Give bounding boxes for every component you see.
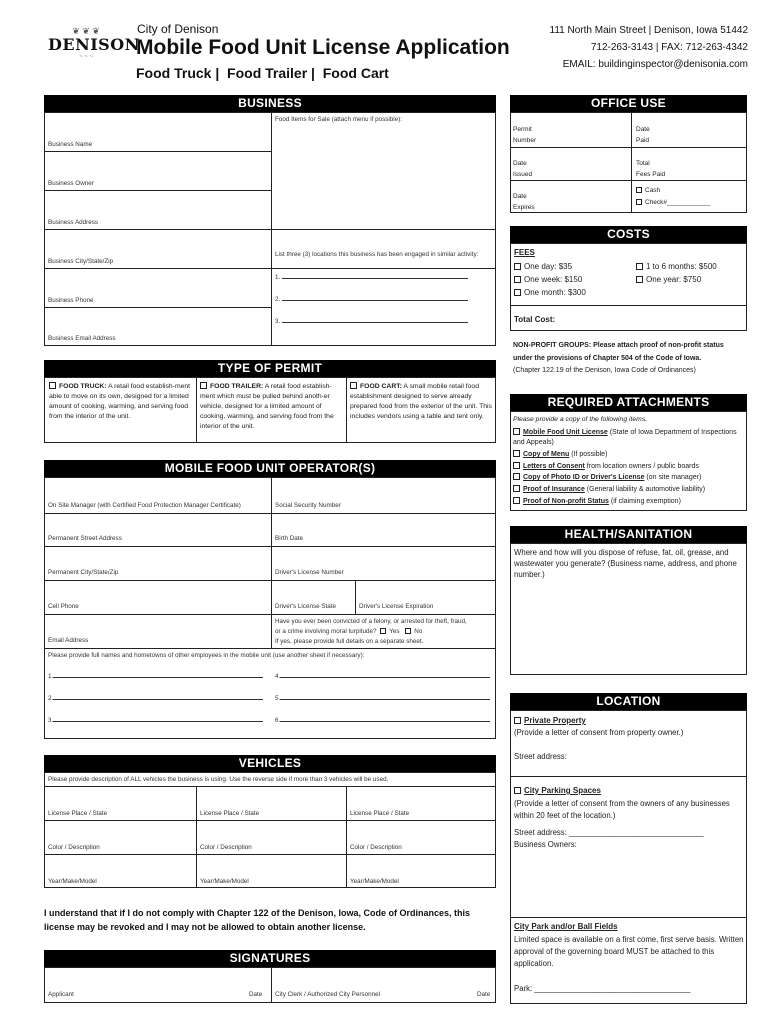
page-title: Mobile Food Unit License Application bbox=[136, 36, 510, 59]
birth-date-field[interactable]: Birth Date bbox=[275, 535, 303, 542]
employee-line-2[interactable]: 2. bbox=[48, 695, 263, 702]
employee-line-4[interactable]: 4. bbox=[275, 673, 490, 680]
cell-phone-field[interactable]: Cell Phone bbox=[48, 603, 79, 610]
vehicles-heading: VEHICLES bbox=[44, 755, 496, 772]
logo-text: DENISON bbox=[48, 35, 140, 54]
business-owners-field[interactable]: Business Owners: bbox=[514, 840, 577, 849]
food-items-field[interactable]: Food Items for Sale (attach menu if possible): bbox=[275, 116, 403, 123]
dl-state-field[interactable]: Driver's License State bbox=[275, 603, 337, 610]
vehicle-1-color[interactable]: Color / Description bbox=[48, 844, 100, 851]
business-heading: BUSINESS bbox=[44, 95, 496, 112]
city-name: City of Denison bbox=[137, 22, 219, 36]
permit-number-field[interactable]: Permit Number bbox=[513, 126, 537, 144]
business-address-field[interactable]: Business Address bbox=[48, 219, 99, 226]
signatures-section bbox=[44, 967, 496, 1003]
vehicle-3-plate[interactable]: License Place / State bbox=[350, 810, 410, 817]
attachments-section bbox=[510, 411, 747, 511]
attachment-menu[interactable]: Copy of Menu (If possible) bbox=[513, 450, 607, 460]
street-address-field[interactable]: Permanent Street Address bbox=[48, 535, 122, 542]
location-line-3[interactable]: 3. bbox=[275, 318, 468, 325]
fees-label: FEES bbox=[514, 248, 535, 257]
attachment-insurance[interactable]: Proof of Insurance (General liability & automotive liability) bbox=[513, 485, 705, 495]
compliance-statement: I understand that if I do not comply with Chapter 122 of the Denison, Iowa, Code of Ordinances, this license may be revoked and I may not be allowed to obtain another license. bbox=[44, 908, 471, 932]
vehicle-3-color[interactable]: Color / Description bbox=[350, 844, 402, 851]
locations-prompt: List three (3) locations this business has been engaged in similar activity: bbox=[275, 251, 479, 258]
health-prompt: Where and how will you dispose of refuse, fat, oil, grease, and wastewater you generate? (Business name, address, and phone number.) bbox=[514, 548, 737, 579]
food-truck-option[interactable]: FOOD TRUCK: A retail food establish-ment able to move on its own, designed for a limited amount of cooking, warming, and serving food from the interior of the unit. bbox=[49, 383, 191, 420]
permit-type-heading: TYPE OF PERMIT bbox=[44, 360, 496, 377]
costs-heading: COSTS bbox=[510, 226, 747, 243]
attachment-nonprofit[interactable]: Proof of Non-profit Status (if claiming exemption) bbox=[513, 497, 681, 507]
attachment-license[interactable]: Mobile Food Unit License (State of Iowa Department of Inspections and Appeals) bbox=[513, 429, 737, 446]
ssn-field[interactable]: Social Security Number bbox=[275, 502, 341, 509]
location-line-1[interactable]: 1. bbox=[275, 274, 468, 281]
site-manager-field[interactable]: On Site Manager (with Certified Food Protection Manager Certificate) bbox=[48, 502, 241, 509]
operator-heading: MOBILE FOOD UNIT OPERATOR(S) bbox=[44, 460, 496, 477]
check-checkbox[interactable]: Check#____________ bbox=[636, 198, 710, 208]
applicant-date-field[interactable]: Date bbox=[249, 991, 263, 998]
date-expires-field[interactable]: Date Expires bbox=[513, 193, 535, 211]
employee-line-3[interactable]: 3. bbox=[48, 717, 263, 724]
private-street-field[interactable]: Street address: bbox=[514, 752, 567, 761]
employees-prompt: Please provide full names and hometowns of other employees in the mobile unit (use another sheet if necessary): bbox=[48, 652, 365, 659]
business-name-field[interactable]: Business Name bbox=[48, 141, 93, 148]
vehicle-2-color[interactable]: Color / Description bbox=[200, 844, 252, 851]
vehicles-note: Please provide description of ALL vehicles the business is using. Use the reverse side if more than 3 vehicles will be used. bbox=[48, 776, 389, 783]
felony-yes-checkbox[interactable] bbox=[380, 628, 386, 634]
attachments-intro: Please provide a copy of the following items. bbox=[513, 416, 648, 423]
vehicle-2-model[interactable]: Year/Make/Model bbox=[200, 878, 249, 885]
total-fees-field[interactable]: Total Fees Paid bbox=[636, 160, 666, 178]
private-property-option[interactable]: Private Property bbox=[514, 716, 586, 726]
food-cart-option[interactable]: FOOD CART: A small mobile retail food establishment designed to serve already prepared food from the exterior of the unit. This includes vendors using a table and tent only. bbox=[350, 383, 492, 420]
city-logo: ❦ ❦ ❦ DENISON ~ ~ ~ bbox=[48, 26, 140, 60]
health-heading: HEALTH/SANITATION bbox=[510, 526, 747, 543]
city-parking-option[interactable]: City Parking Spaces bbox=[514, 786, 601, 796]
employee-line-5[interactable]: 5. bbox=[275, 695, 490, 702]
chapter-note: (Chapter 122.19 of the Denison, Iowa Code of Ordinances) bbox=[513, 367, 696, 374]
email-field[interactable]: Email Address bbox=[48, 637, 89, 644]
city-park-label: City Park and/or Ball Fields bbox=[514, 922, 618, 931]
food-trailer-option[interactable]: FOOD TRAILER: A retail food establish-ment which must be pulled behind anoth-er vehicle, designed for a limited amount of cooking, warming, and serving food from the interior of the unit. bbox=[200, 383, 334, 430]
city-state-zip-field[interactable]: Permanent City/State/Zip bbox=[48, 569, 119, 576]
vehicle-2-plate[interactable]: License Place / State bbox=[200, 810, 260, 817]
fee-one-day[interactable]: One day: $35 bbox=[514, 262, 572, 272]
city-street-field[interactable]: Street address: _______________________________ bbox=[514, 828, 704, 837]
private-property-note: (Provide a letter of consent from property owner.) bbox=[514, 728, 684, 737]
vehicles-section bbox=[44, 772, 496, 888]
office-email: EMAIL: buildinginspector@denisonia.com bbox=[562, 59, 748, 70]
attachment-consent[interactable]: Letters of Consent from location owners / public boards bbox=[513, 462, 699, 472]
business-email-field[interactable]: Business Email Address bbox=[48, 335, 116, 342]
nonprofit-note: NON-PROFIT GROUPS: Please attach proof of non-profit status under the provisions of Chapter 504 of the Code of Iowa. bbox=[513, 342, 724, 362]
city-park-note: Limited space is available on a first come, first serve basis. Written approval of the governing board MUST be attached to this application. bbox=[514, 935, 744, 968]
attachments-heading: REQUIRED ATTACHMENTS bbox=[510, 394, 747, 411]
vehicle-1-plate[interactable]: License Place / State bbox=[48, 810, 108, 817]
felony-question: Have you ever been convicted of a felony, or arrested for theft, fraud, or a crime involving moral turpitude? Yes No If yes, please provide full details on a separate sheet. bbox=[275, 618, 467, 645]
date-issued-field[interactable]: Date Issued bbox=[513, 160, 533, 178]
dl-expiration-field[interactable]: Driver's License Expiration bbox=[359, 603, 434, 610]
fee-six-months[interactable]: 1 to 6 months: $500 bbox=[636, 262, 717, 272]
location-heading: LOCATION bbox=[510, 693, 747, 710]
vehicle-1-model[interactable]: Year/Make/Model bbox=[48, 878, 97, 885]
page-subtitle: Food Truck | Food Trailer | Food Cart bbox=[136, 65, 389, 81]
cash-checkbox[interactable]: Cash bbox=[636, 186, 660, 196]
office-address: 111 North Main Street | Denison, Iowa 51442 bbox=[549, 25, 748, 36]
business-owner-field[interactable]: Business Owner bbox=[48, 180, 94, 187]
city-parking-note: (Provide a letter of consent from the owners of any businesses within 20 feet of the location.) bbox=[514, 799, 730, 820]
fee-one-month[interactable]: One month: $300 bbox=[514, 288, 586, 298]
location-line-2[interactable]: 2. bbox=[275, 296, 468, 303]
attachment-photo-id[interactable]: Copy of Photo ID or Driver's License (on site manager) bbox=[513, 473, 701, 483]
clerk-signature-field[interactable]: City Clerk / Authorized City Personnel bbox=[275, 991, 380, 998]
fee-one-year[interactable]: One year: $750 bbox=[636, 275, 701, 285]
office-use-heading: OFFICE USE bbox=[510, 95, 747, 112]
date-paid-field[interactable]: Date Paid bbox=[636, 126, 650, 144]
felony-no-checkbox[interactable] bbox=[405, 628, 411, 634]
employee-line-1[interactable]: 1. bbox=[48, 673, 263, 680]
total-cost-field[interactable]: Total Cost: bbox=[514, 315, 556, 324]
clerk-date-field[interactable]: Date bbox=[477, 991, 491, 998]
office-use-section bbox=[510, 112, 747, 213]
fee-one-week[interactable]: One week: $150 bbox=[514, 275, 582, 285]
vehicle-3-model[interactable]: Year/Make/Model bbox=[350, 878, 399, 885]
employee-line-6[interactable]: 6. bbox=[275, 717, 490, 724]
business-phone-field[interactable]: Business Phone bbox=[48, 297, 94, 304]
business-city-field[interactable]: Business City/State/Zip bbox=[48, 258, 114, 265]
park-field[interactable]: Park: ____________________________________ bbox=[514, 984, 691, 993]
office-phone: 712-263-3143 | FAX: 712-263-4342 bbox=[590, 42, 748, 53]
dl-number-field[interactable]: Driver's License Number bbox=[275, 569, 344, 576]
signatures-heading: SIGNATURES bbox=[44, 950, 496, 967]
applicant-signature-field[interactable]: Applicant bbox=[48, 991, 74, 998]
